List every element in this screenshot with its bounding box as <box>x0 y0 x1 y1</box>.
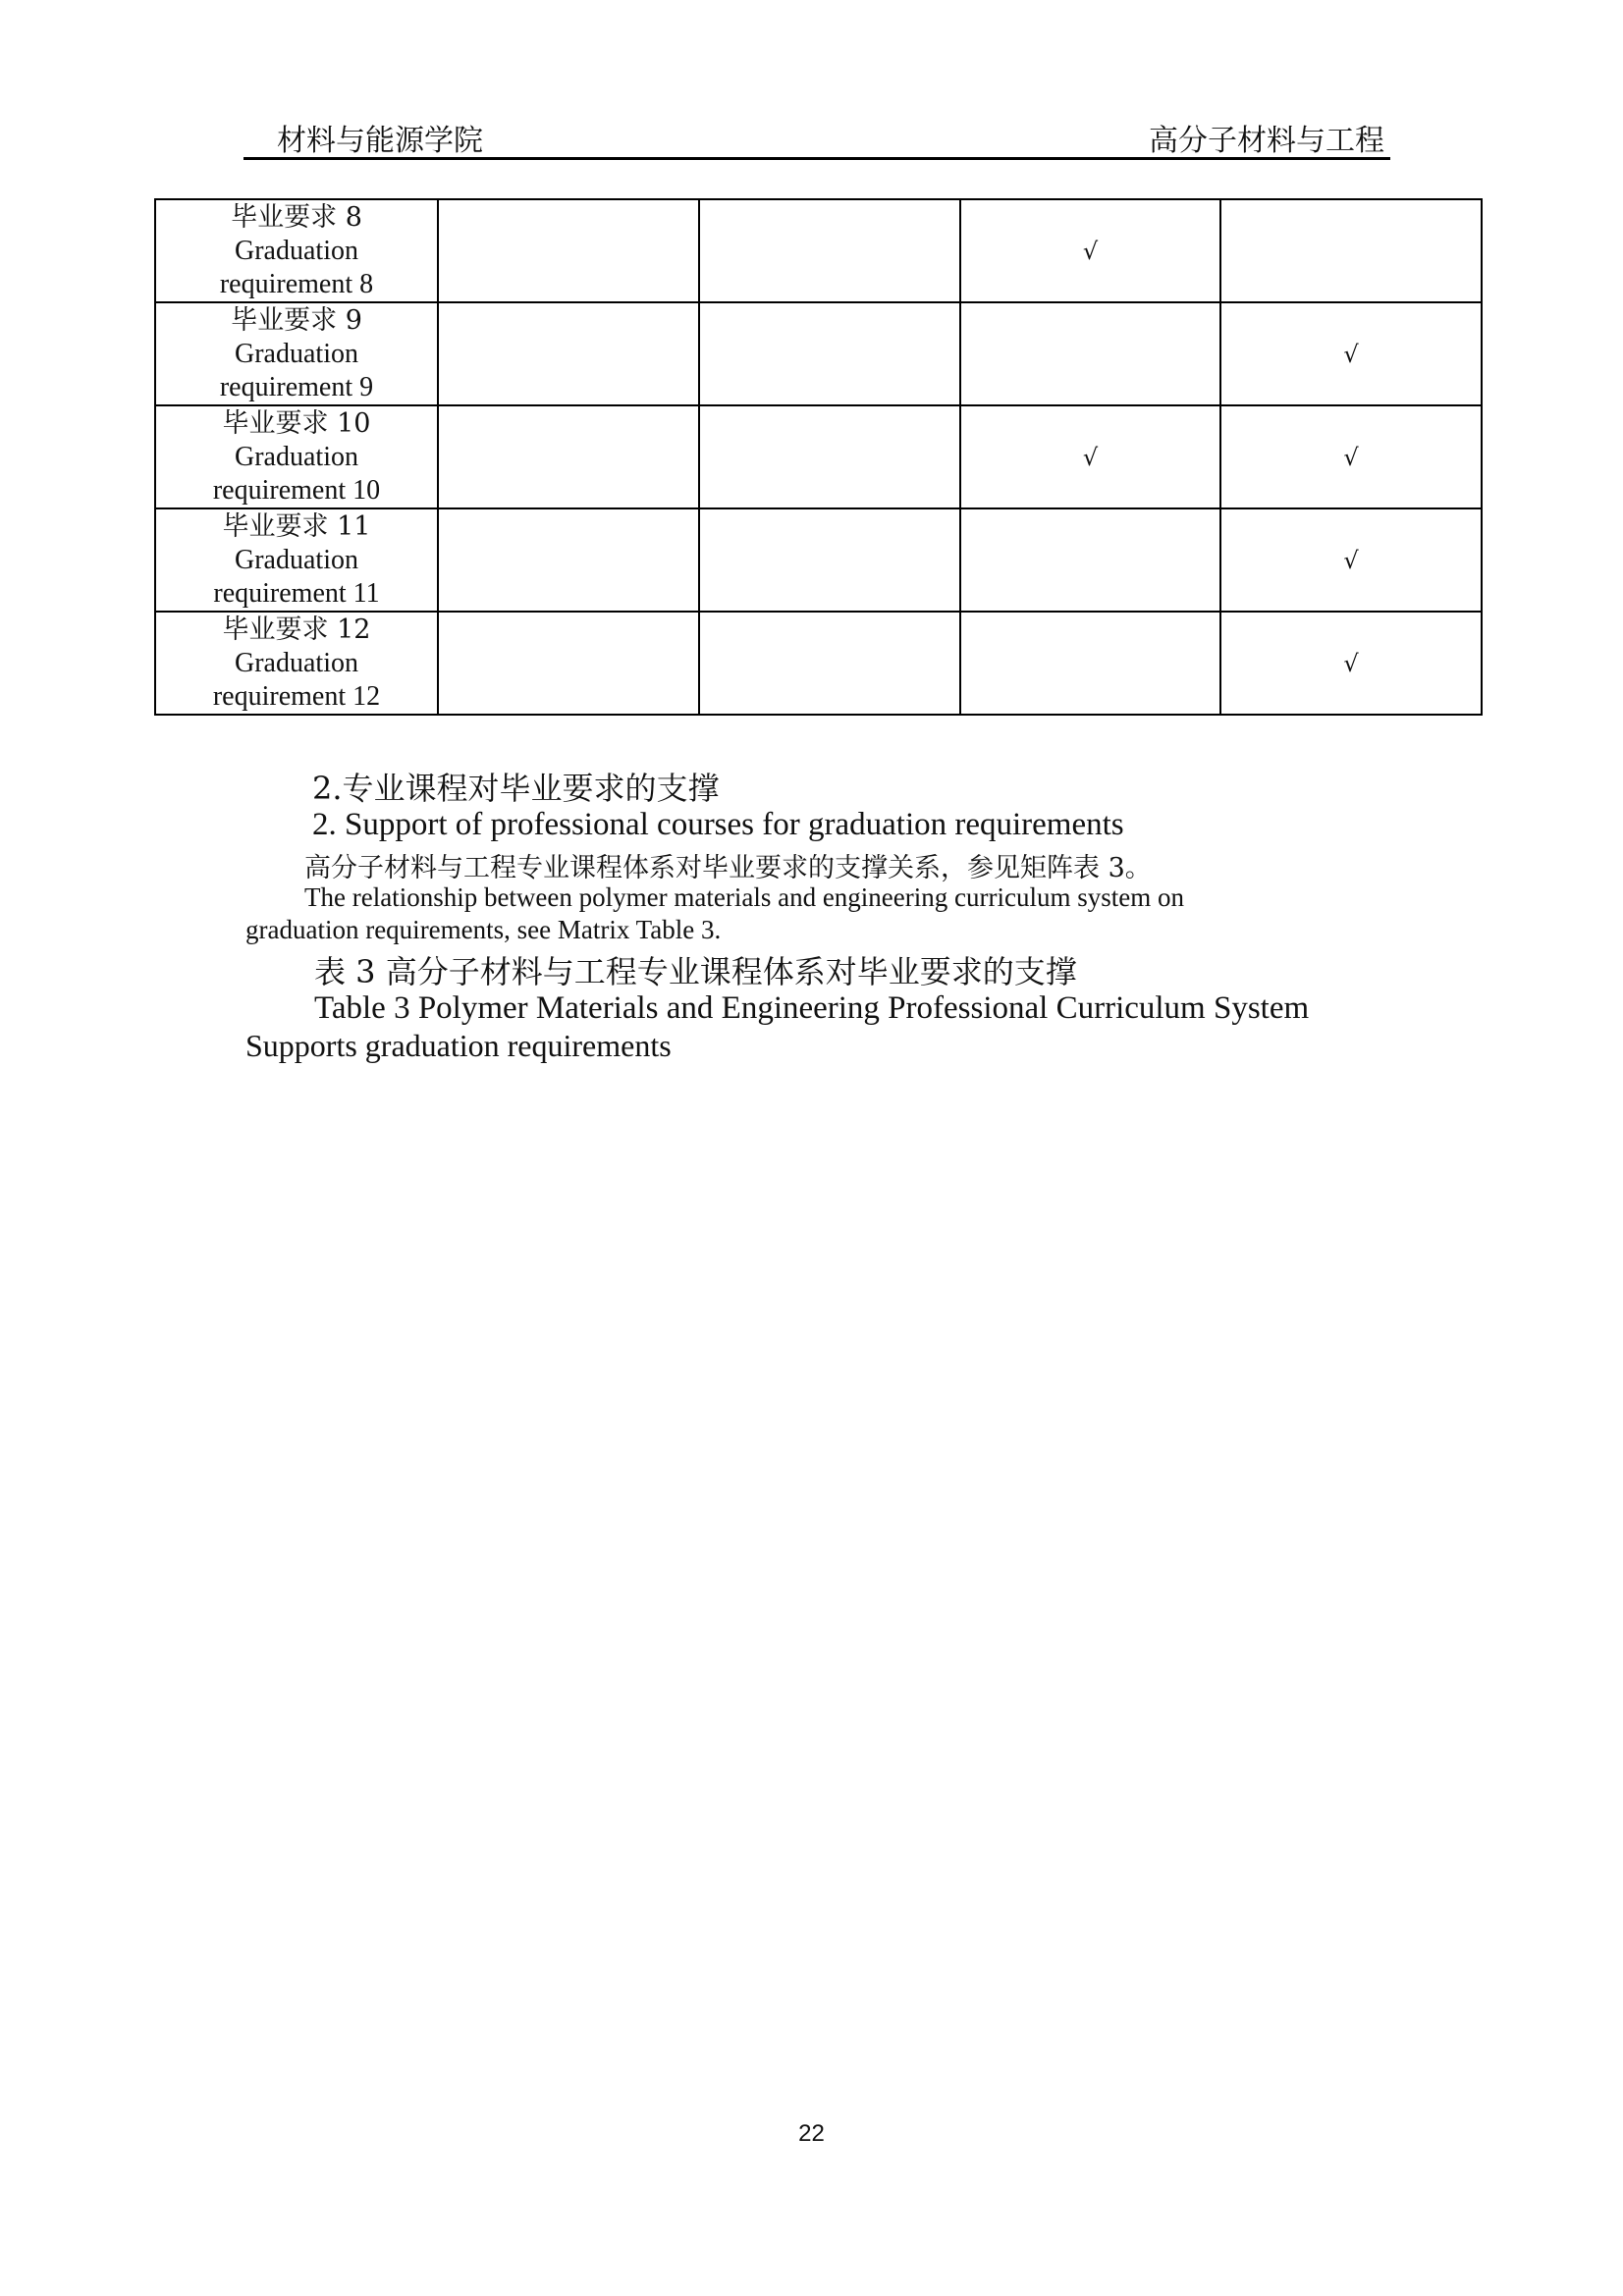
requirement-label-en: Graduation <box>235 647 358 678</box>
section-heading-en: 2. Support of professional courses for graduation requirements <box>312 807 1124 842</box>
requirement-label-cell <box>155 199 438 302</box>
check-mark-cell: √ <box>1220 405 1482 508</box>
body-text-en-line1: The relationship between polymer materials and engineering curriculum system on <box>304 882 1184 912</box>
mark-cell <box>438 302 699 405</box>
table-caption-en-line2: Supports graduation requirements <box>245 1028 672 1063</box>
check-mark-cell: √ <box>960 199 1220 302</box>
table-row <box>155 508 1482 612</box>
header-major-name: 高分子材料与工程 <box>1149 124 1384 158</box>
requirement-label-en: requirement 12 <box>212 680 381 712</box>
check-mark-cell: √ <box>960 405 1220 508</box>
requirement-label-en: Graduation <box>235 441 358 472</box>
table-row <box>155 199 1482 302</box>
body-text-en-line2: graduation requirements, see Matrix Table 3. <box>245 915 722 944</box>
mark-cell <box>960 612 1220 715</box>
mark-cell <box>699 302 960 405</box>
requirement-label-cell <box>155 508 438 612</box>
requirement-label-en: requirement 10 <box>212 474 381 506</box>
check-mark-cell: √ <box>1220 508 1482 612</box>
mark-cell <box>699 508 960 612</box>
requirement-label-cn: 毕业要求 12 <box>222 614 371 645</box>
mark-cell <box>960 508 1220 612</box>
mark-cell <box>960 302 1220 405</box>
requirement-label-cn: 毕业要求 8 <box>231 201 362 233</box>
mark-cell <box>699 612 960 715</box>
check-mark-cell: √ <box>1220 302 1482 405</box>
requirement-label-en: requirement 11 <box>213 577 380 609</box>
requirement-label-en: Graduation <box>235 544 358 575</box>
support-matrix-table <box>154 198 1483 716</box>
header-school-name: 材料与能源学院 <box>277 124 483 158</box>
requirement-label-en: Graduation <box>235 235 358 266</box>
table-caption-cn: 表 3 高分子材料与工程专业课程体系对毕业要求的支撑 <box>314 953 1077 990</box>
mark-cell <box>1220 199 1482 302</box>
requirement-label-cell <box>155 302 438 405</box>
mark-cell <box>699 405 960 508</box>
page-header <box>243 108 1390 160</box>
requirement-label-en: requirement 8 <box>219 268 374 299</box>
mark-cell <box>438 612 699 715</box>
table-row <box>155 405 1482 508</box>
body-text-cn: 高分子材料与工程专业课程体系对毕业要求的支撑关系，参见矩阵表 3。 <box>304 853 1152 883</box>
table-row <box>155 302 1482 405</box>
requirement-label-cn: 毕业要求 10 <box>222 407 371 439</box>
mark-cell <box>438 199 699 302</box>
check-mark-cell: √ <box>1220 612 1482 715</box>
requirement-label-cn: 毕业要求 11 <box>222 510 371 542</box>
requirement-label-cn: 毕业要求 9 <box>231 304 362 336</box>
page-number: 22 <box>798 2120 825 2147</box>
section-heading-cn: 2.专业课程对毕业要求的支撑 <box>312 770 720 807</box>
requirement-label-en: Graduation <box>235 338 358 369</box>
mark-cell <box>438 405 699 508</box>
mark-cell <box>438 508 699 612</box>
requirement-label-cell <box>155 612 438 715</box>
mark-cell <box>699 199 960 302</box>
requirement-label-cell <box>155 405 438 508</box>
requirement-label-en: requirement 9 <box>219 371 374 402</box>
table-caption-en-line1: Table 3 Polymer Materials and Engineering Professional Curriculum System <box>314 990 1310 1026</box>
table-row <box>155 612 1482 715</box>
